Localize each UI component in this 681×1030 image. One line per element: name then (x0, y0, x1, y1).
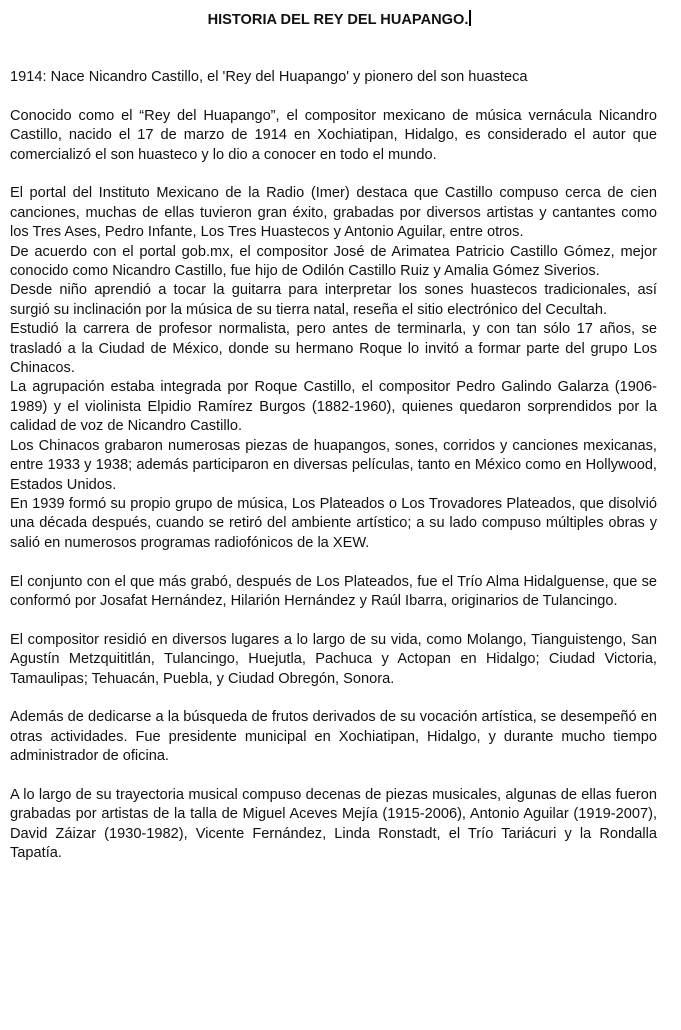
paragraph-residence: El compositor residió en diversos lugares a lo largo de su vida, como Molango, Tianguistengo, San Agustín Metzquititlán, Tulancingo, Huejutla, Pachuca y Actopan en Hidalgo; Ciudad Victoria, Tamaulipas; Tehuacán, Puebla, y Ciudad Obregón, Sonora. (10, 631, 657, 687)
paragraph-group: La agrupación estaba integrada por Roque Castillo, el compositor Pedro Galindo Galarza (1906-1989) y el violinista Elpidio Ramírez Burgos (1882-1960), quienes quedaron sorprendidos por la calidad de voz de Nicandro Castillo. (10, 379, 657, 435)
spacer (10, 689, 657, 708)
paragraph-chinacos: Los Chinacos grabaron numerosas piezas de huapangos, sones, corridos y canciones mexicanas, entre 1933 y 1938; además participaron en diversas películas, tanto en México como en Hollywood, Estados Unidos. (10, 437, 657, 493)
spacer (10, 87, 657, 106)
paragraph-intro: Conocido como el “Rey del Huapango”, el compositor mexicano de música vernácula Nicandro Castillo, nacido el 17 de marzo de 1914 en Xochiatipan, Hidalgo, es considerado el autor que comercializó el son huasteco y lo dio a conocer en todo el mundo. (10, 107, 657, 163)
document-title-line (22, 10, 657, 30)
paragraph-studies: Estudió la carrera de profesor normalista, pero antes de terminarla, y con tan sólo 17 años, se trasladó a la Ciudad de México, donde su hermano Roque lo invitó a formar parte del grupo Los Chinacos. (10, 321, 657, 377)
paragraph-trio: El conjunto con el que más grabó, después de Los Plateados, fue el Trío Alma Hidalguense, que se conformó por Josafat Hernández, Hilarión Hernández y Raúl Ibarra, originarios de Tulancingo. (10, 573, 657, 609)
document-title: HISTORIA DEL REY DEL HUAPANGO. (207, 12, 469, 28)
spacer (10, 553, 657, 572)
spacer (10, 30, 657, 68)
paragraph-gobmx: De acuerdo con el portal gob.mx, el compositor José de Arimatea Patricio Castillo Gómez, mejor conocido como Nicandro Castillo, fue hijo de Odilón Castillo Ruiz y Amalia Gómez Siverios. (10, 243, 657, 280)
paragraph-activities: Además de dedicarse a la búsqueda de frutos derivados de su vocación artística, se desempeñó en otras actividades. Fue presidente municipal en Xochiatipan, Hidalgo, y durante mucho tiempo administrador de oficina. (10, 709, 657, 765)
spacer (10, 165, 657, 184)
text-cursor (469, 10, 471, 26)
spacer (10, 767, 657, 786)
spacer (10, 611, 657, 630)
paragraph-imer: El portal del Instituto Mexicano de la Radio (Imer) destaca que Castillo compuso cerca de cien canciones, muchas de ellas tuvieron gran éxito, grabadas por diversos artistas y cantantes como los Tres Ases, Pedro Infante, Los Tres Huastecos y Antonio Aguilar, entre otros. (10, 185, 657, 241)
paragraph-childhood: Desde niño aprendió a tocar la guitarra para interpretar los sones huastecos tradicionales, así surgió su inclinación por la música de su tierra natal, reseña el sitio electrónico del Cecultah. (10, 282, 657, 318)
paragraph-headline: 1914: Nace Nicandro Castillo, el 'Rey del Huapango' y pionero del son huasteca (10, 69, 528, 85)
document-page (10, 10, 657, 864)
paragraph-plateados: En 1939 formó su propio grupo de música, Los Plateados o Los Trovadores Plateados, que disolvió una década después, cuando se retiró del ambiente artístico; a su lado compuso múltiples obras y salió en numerosos programas radiofónicos de la XEW. (10, 495, 657, 551)
paragraph-legacy: A lo largo de su trayectoria musical compuso decenas de piezas musicales, algunas de ellas fueron grabadas por artistas de la talla de Miguel Aceves Mejía (1915-2006), Antonio Aguilar (1919-2007), David Záizar (1930-1982), Vicente Fernández, Linda Ronstadt, el Trío Tariácuri y la Rondalla Tapatía. (10, 786, 657, 862)
